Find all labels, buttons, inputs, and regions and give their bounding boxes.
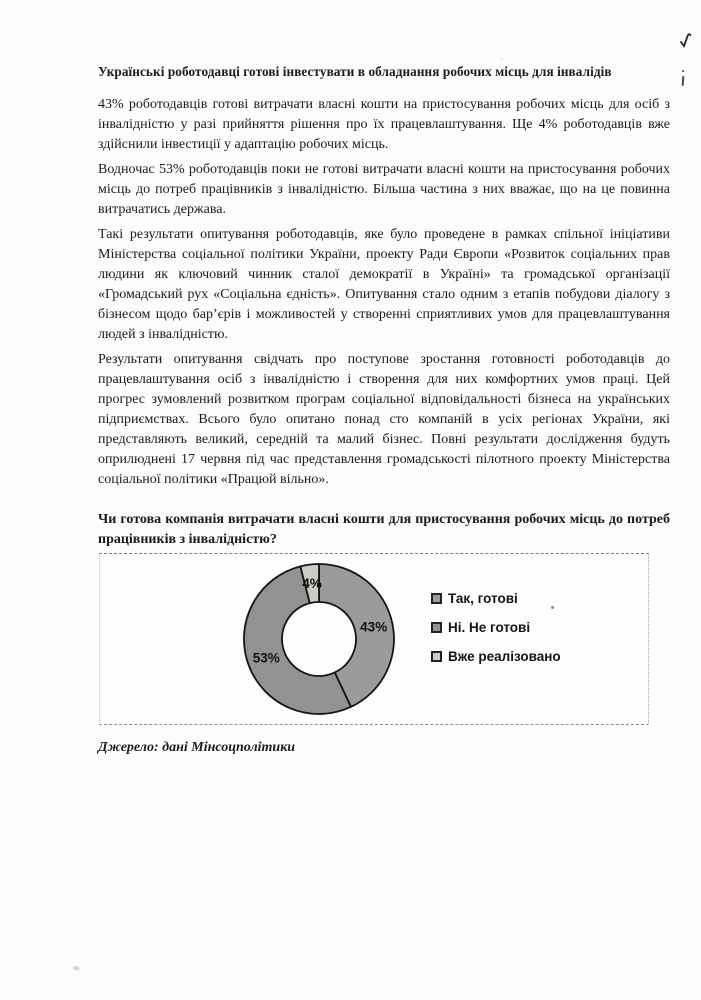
scan-speck (73, 966, 79, 970)
legend-swatch (432, 652, 441, 661)
scan-speck (551, 606, 554, 609)
legend-label: Так, готові (448, 591, 518, 606)
pie-slice-label: 43% (360, 619, 388, 635)
donut-chart-svg (100, 554, 648, 724)
pen-check-mark-icon (679, 33, 693, 49)
paragraph-not-ready: Водночас 53% роботодавців поки не готові витрачати власні кошти на пристосування робочих місць до потреб працівників з інвалідністю. Більша частина з них вважає, що на це повинна витрачатись держава. (98, 162, 670, 217)
document-body (98, 62, 670, 770)
legend-label: Ні. Не готові (448, 620, 531, 635)
legend-label: Вже реалізовано (448, 649, 561, 664)
chart-question-heading: Чи готова компанія витрачати власні кошти для пристосування робочих місць до потреб працівників з інвалідністю? (98, 512, 670, 547)
paragraph-survey-background: Такі результати опитування роботодавців, яке було проведене в рамках спільної ініціативи Міністерства соціальної політики України, проекту Ради Європи «Розвиток соціальних прав людини як ключовий чинник сталої демократії в Україні» та громадської організації «Громадський рух «Соціальна єдність». Опитування стало одним з етапів побудови діалогу з бізнесом щодо бар’єрів і можливостей у створенні сприятливих умов для працевлаштування людей з інвалідністю. (98, 227, 670, 342)
document-title: Українські роботодавці готові інвестувати в обладнання робочих місць для інвалідів (98, 64, 612, 79)
scan-speck (500, 58, 503, 60)
pie-slice-label: 4% (302, 575, 322, 591)
chart-panel (99, 553, 649, 725)
source-note: Джерело: дані Мінсоцполітики (98, 740, 296, 755)
pen-smudge-mark (681, 70, 685, 90)
paragraph-results: Результати опитування свідчать про поступове зростання готовності роботодавців до працевлаштування осіб з інвалідністю і створення для них комфортних умов праці. Цей прогрес зумовлений розвитком програм соціальної відповідальності бізнеса на українських підприємствах. Всього було опитано понад сто компаній в усіх регіонах України, які представляють великий, середній та малий бізнес. Повні результати дослідження будуть оприлюднені 17 червня під час представлення громадськості пілотного проекту Міністерства соціальної політики «Працюй вільно». (98, 352, 670, 487)
paragraph-intro: 43% роботодавців готові витрачати власні кошти на пристосування робочих місць для осіб з інвалідністю у разі прийняття рішення про їх працевлаштування. Ще 4% роботодавців вже здійснили інвестиції у адаптацію робочих місць. (98, 97, 670, 152)
legend-swatch (432, 594, 441, 603)
legend-swatch (432, 623, 441, 632)
pie-slice-label: 53% (252, 650, 280, 666)
